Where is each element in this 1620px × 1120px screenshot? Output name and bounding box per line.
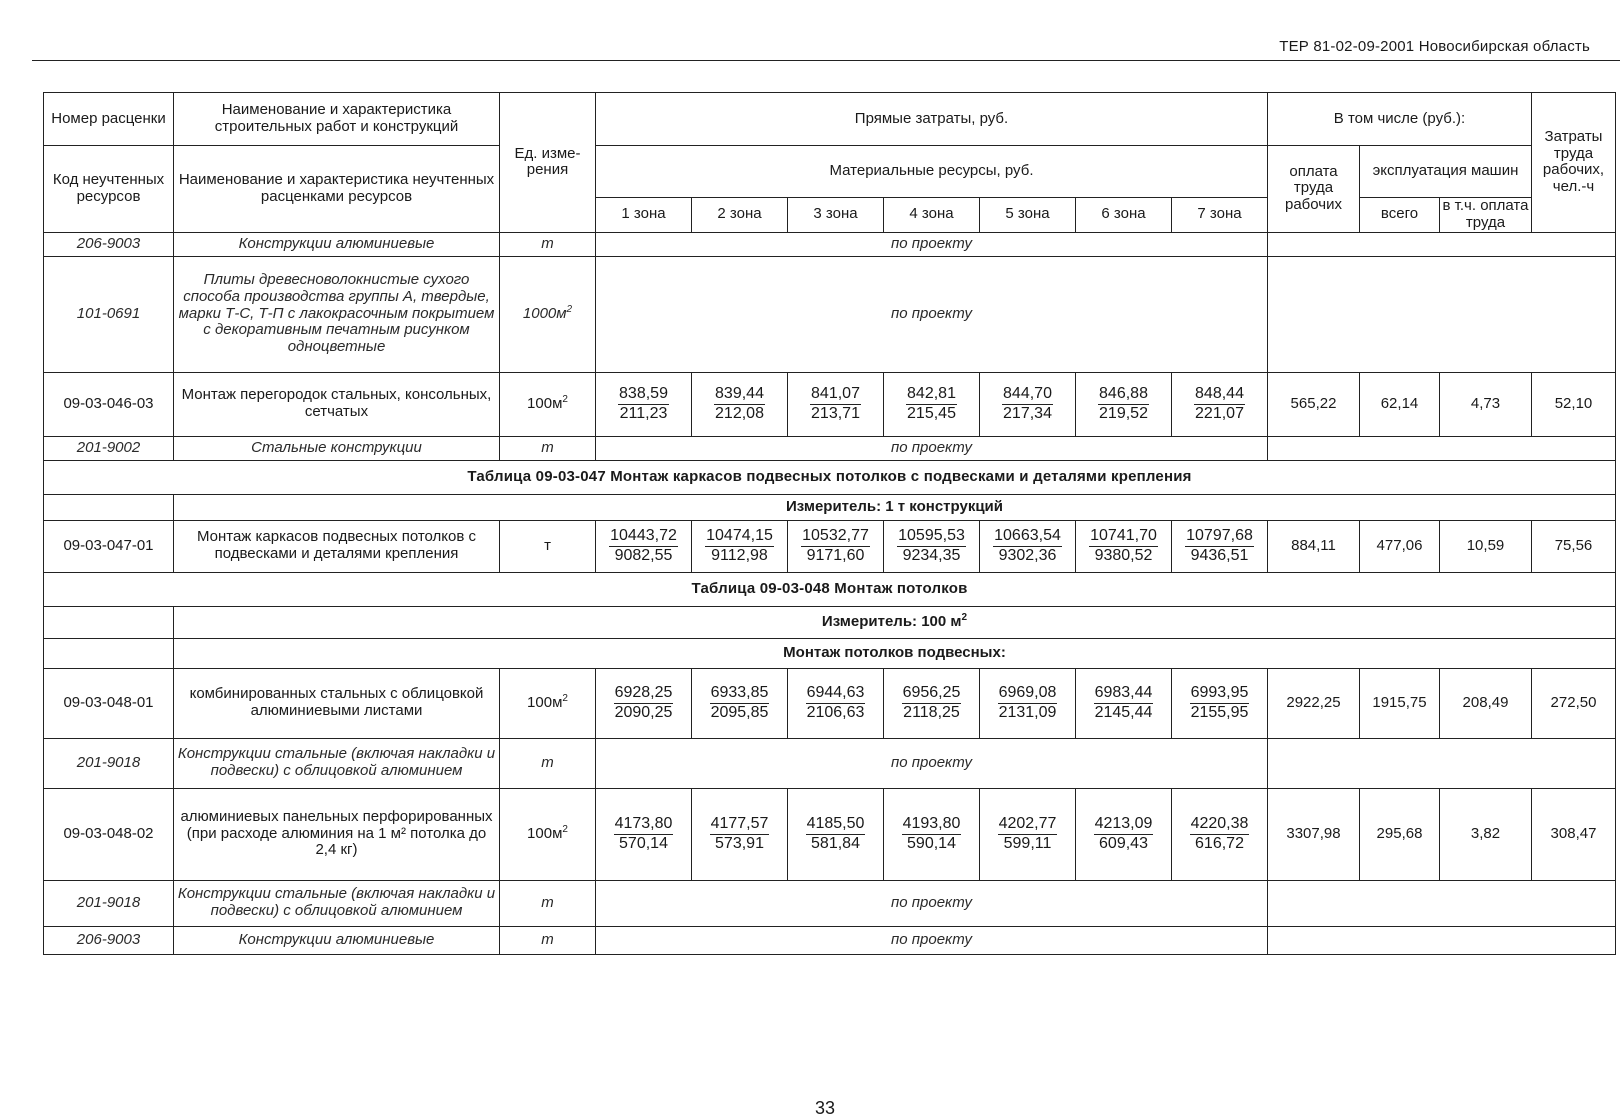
measure-text: Измеритель: 100 м bbox=[821, 612, 962, 630]
rate-unit-text: 100м bbox=[527, 394, 563, 412]
table-row bbox=[44, 572, 1616, 606]
resource-unit-text: т bbox=[541, 234, 554, 252]
resource-code: 101-0691 bbox=[44, 256, 174, 372]
head-unit: Ед. изме-рения bbox=[500, 93, 596, 233]
zone-material: 573,91 bbox=[715, 834, 764, 852]
zone-direct: 838,59 bbox=[618, 385, 669, 405]
zone-material: 2155,95 bbox=[1190, 703, 1249, 721]
head-zone-1: 1 зона bbox=[596, 198, 692, 233]
zone-material: 570,14 bbox=[619, 834, 668, 852]
machine-pay: 3,82 bbox=[1440, 788, 1532, 880]
zone-fraction bbox=[1002, 385, 1053, 424]
resource-unit bbox=[500, 256, 596, 372]
zone-direct: 6969,08 bbox=[998, 684, 1058, 704]
zone-direct: 6933,85 bbox=[710, 684, 770, 704]
rates-table bbox=[43, 92, 1616, 955]
zone-direct: 4220,38 bbox=[1190, 815, 1250, 835]
machine-pay: 4,73 bbox=[1440, 372, 1532, 436]
zone-cell bbox=[692, 372, 788, 436]
zone-cell bbox=[1172, 520, 1268, 572]
zone-direct: 842,81 bbox=[906, 385, 957, 405]
zone-direct: 4173,80 bbox=[614, 815, 674, 835]
measure-label bbox=[174, 606, 1616, 638]
zone-fraction bbox=[998, 815, 1058, 854]
empty-cell bbox=[44, 606, 174, 638]
zone-fraction bbox=[806, 815, 866, 854]
rate-name: Монтаж перегородок стальных, консольных, сетчатых bbox=[174, 372, 500, 436]
zone-cell bbox=[1172, 668, 1268, 738]
page-number: 33 bbox=[814, 1098, 836, 1118]
resource-unit bbox=[500, 232, 596, 256]
head-zone-6: 6 зона bbox=[1076, 198, 1172, 233]
zone-cell bbox=[596, 520, 692, 572]
labor-pay: 884,11 bbox=[1268, 520, 1360, 572]
zone-cell bbox=[692, 788, 788, 880]
labor-cost: 308,47 bbox=[1532, 788, 1616, 880]
zone-fraction bbox=[810, 385, 861, 424]
zone-fraction bbox=[710, 815, 770, 854]
zone-material: 581,84 bbox=[811, 834, 860, 852]
head-code: Код неучтенных ресурсов bbox=[44, 146, 174, 233]
empty-cell bbox=[1268, 880, 1616, 926]
resource-code: 201-9018 bbox=[44, 880, 174, 926]
zone-material: 616,72 bbox=[1195, 834, 1244, 852]
head-number: Номер расценки bbox=[44, 93, 174, 146]
zone-material: 2090,25 bbox=[614, 703, 673, 721]
empty-cell bbox=[44, 494, 174, 520]
resource-name: Конструкции алюминиевые bbox=[174, 232, 500, 256]
table-row bbox=[44, 880, 1616, 926]
rate-unit bbox=[500, 668, 596, 738]
zone-fraction bbox=[1094, 684, 1154, 723]
zone-direct: 6944,63 bbox=[806, 684, 866, 704]
zone-direct: 10443,72 bbox=[609, 527, 678, 547]
resource-unit-text: т bbox=[541, 930, 554, 948]
zone-fraction bbox=[998, 684, 1058, 723]
resource-value: по проекту bbox=[596, 232, 1268, 256]
zone-material: 590,14 bbox=[907, 834, 956, 852]
zone-material: 9302,36 bbox=[998, 546, 1057, 564]
machine-total: 1915,75 bbox=[1360, 668, 1440, 738]
rate-unit-text: 100м bbox=[527, 824, 563, 842]
zone-cell bbox=[788, 372, 884, 436]
zone-fraction bbox=[902, 684, 962, 723]
zone-cell bbox=[692, 668, 788, 738]
zone-fraction bbox=[1089, 527, 1158, 566]
zone-material: 9082,55 bbox=[614, 546, 673, 564]
resource-value: по проекту bbox=[596, 436, 1268, 460]
table-row bbox=[44, 520, 1616, 572]
zone-cell bbox=[884, 372, 980, 436]
machine-pay: 208,49 bbox=[1440, 668, 1532, 738]
rate-code: 09-03-048-02 bbox=[44, 788, 174, 880]
table-row bbox=[44, 738, 1616, 788]
resource-name: Плиты древесноволокнистые сухого способа производства группы А, твердые, марки Т-С, Т-П с лакокрасочным покрытием с декоративным печатным рисунком одноцветные bbox=[174, 256, 500, 372]
section-title: Таблица 09-03-047 Монтаж каркасов подвесных потолков с подвесками и деталями крепления bbox=[44, 460, 1616, 494]
head-total: всего bbox=[1360, 198, 1440, 233]
measure-text: Измеритель: 1 т конструкций bbox=[785, 497, 1003, 515]
rate-unit bbox=[500, 372, 596, 436]
labor-cost: 272,50 bbox=[1532, 668, 1616, 738]
zone-cell bbox=[1172, 372, 1268, 436]
rate-code: 09-03-046-03 bbox=[44, 372, 174, 436]
resource-code: 206-9003 bbox=[44, 232, 174, 256]
section-title: Таблица 09-03-048 Монтаж потолков bbox=[44, 572, 1616, 606]
table-row bbox=[44, 638, 1616, 668]
zone-fraction bbox=[1194, 385, 1245, 424]
resource-value: по проекту bbox=[596, 880, 1268, 926]
resource-code: 201-9018 bbox=[44, 738, 174, 788]
zone-fraction bbox=[806, 684, 866, 723]
zone-direct: 10797,68 bbox=[1185, 527, 1254, 547]
zone-fraction bbox=[897, 527, 966, 566]
zone-fraction bbox=[705, 527, 774, 566]
resource-unit bbox=[500, 436, 596, 460]
rate-unit-sup: 2 bbox=[562, 823, 568, 835]
zone-cell bbox=[596, 372, 692, 436]
head-res-name: Наименование и характеристика неучтенных расценками ресурсов bbox=[174, 146, 500, 233]
table-row bbox=[44, 788, 1616, 880]
zone-fraction bbox=[902, 815, 962, 854]
table-row bbox=[44, 668, 1616, 738]
zone-direct: 10532,77 bbox=[801, 527, 870, 547]
zone-direct: 844,70 bbox=[1002, 385, 1053, 405]
zone-cell bbox=[884, 668, 980, 738]
zone-material: 9112,98 bbox=[711, 546, 768, 564]
zone-fraction bbox=[801, 527, 870, 566]
zone-direct: 841,07 bbox=[810, 385, 861, 405]
resource-unit bbox=[500, 926, 596, 954]
table-row bbox=[44, 232, 1616, 256]
zone-material: 2145,44 bbox=[1094, 703, 1153, 721]
zone-fraction bbox=[618, 385, 669, 424]
zone-material: 9436,51 bbox=[1190, 546, 1249, 564]
zone-fraction bbox=[710, 684, 770, 723]
resource-name: Конструкции стальные (включая накладки и подвески) с облицовкой алюминием bbox=[174, 880, 500, 926]
measure-text: Монтаж потолков подвесных: bbox=[783, 643, 1006, 661]
header-rule bbox=[32, 60, 1620, 61]
resource-name: Конструкции стальные (включая накладки и подвески) с облицовкой алюминием bbox=[174, 738, 500, 788]
zone-direct: 10741,70 bbox=[1089, 527, 1158, 547]
zone-cell bbox=[980, 372, 1076, 436]
zone-direct: 10474,15 bbox=[705, 527, 774, 547]
zone-material: 9380,52 bbox=[1094, 546, 1153, 564]
rate-unit-sup: 2 bbox=[562, 692, 568, 704]
zone-material: 2095,85 bbox=[710, 703, 769, 721]
rate-unit bbox=[500, 788, 596, 880]
table-row bbox=[44, 494, 1616, 520]
zone-cell bbox=[980, 668, 1076, 738]
empty-cell bbox=[1268, 256, 1616, 372]
head-labor-cost: Затраты труда рабочих, чел.-ч bbox=[1532, 93, 1616, 233]
zone-cell bbox=[788, 520, 884, 572]
zone-direct: 848,44 bbox=[1194, 385, 1245, 405]
head-zone-4: 4 зона bbox=[884, 198, 980, 233]
page-header: ТЕР 81-02-09-2001 Новосибирская область bbox=[1279, 38, 1590, 55]
labor-pay: 565,22 bbox=[1268, 372, 1360, 436]
zone-material: 213,71 bbox=[811, 404, 860, 422]
resource-value: по проекту bbox=[596, 256, 1268, 372]
table-row bbox=[44, 460, 1616, 494]
zone-cell bbox=[692, 520, 788, 572]
zone-direct: 4177,57 bbox=[710, 815, 770, 835]
zone-cell bbox=[1076, 668, 1172, 738]
labor-pay: 2922,25 bbox=[1268, 668, 1360, 738]
zone-direct: 10663,54 bbox=[993, 527, 1062, 547]
resource-code: 206-9003 bbox=[44, 926, 174, 954]
measure-label bbox=[174, 638, 1616, 668]
measure-label bbox=[174, 494, 1616, 520]
zone-cell bbox=[1076, 788, 1172, 880]
zone-direct: 6956,25 bbox=[902, 684, 962, 704]
zone-material: 9171,60 bbox=[806, 546, 865, 564]
resource-unit-text: т bbox=[541, 438, 554, 456]
resource-value: по проекту bbox=[596, 926, 1268, 954]
zone-fraction bbox=[614, 815, 674, 854]
zone-material: 609,43 bbox=[1099, 834, 1148, 852]
zone-fraction bbox=[1190, 815, 1250, 854]
resource-unit bbox=[500, 738, 596, 788]
zone-material: 212,08 bbox=[715, 404, 764, 422]
machine-total: 477,06 bbox=[1360, 520, 1440, 572]
zone-fraction bbox=[1098, 385, 1149, 424]
head-labor-pay: оплата труда рабочих bbox=[1268, 146, 1360, 233]
zone-fraction bbox=[1185, 527, 1254, 566]
zone-material: 217,34 bbox=[1003, 404, 1052, 422]
table-row bbox=[44, 436, 1616, 460]
zone-cell bbox=[980, 520, 1076, 572]
head-machines: эксплуатация машин bbox=[1360, 146, 1532, 198]
zone-cell bbox=[1172, 788, 1268, 880]
table-row bbox=[44, 372, 1616, 436]
zone-direct: 4185,50 bbox=[806, 815, 866, 835]
zone-cell bbox=[884, 788, 980, 880]
zone-fraction bbox=[1094, 815, 1154, 854]
resource-unit-text: 1000м bbox=[522, 304, 567, 322]
empty-cell bbox=[1268, 926, 1616, 954]
labor-cost: 75,56 bbox=[1532, 520, 1616, 572]
labor-pay: 3307,98 bbox=[1268, 788, 1360, 880]
zone-cell bbox=[596, 788, 692, 880]
measure-sup: 2 bbox=[961, 611, 968, 623]
zone-direct: 6983,44 bbox=[1094, 684, 1154, 704]
rate-unit-sup: 2 bbox=[562, 393, 568, 405]
zone-material: 2118,25 bbox=[903, 703, 960, 721]
zone-direct: 846,88 bbox=[1098, 385, 1149, 405]
resource-unit bbox=[500, 880, 596, 926]
rate-name: алюминиевых панельных перфорированных (при расходе алюминия на 1 м² потолка до 2,4 кг) bbox=[174, 788, 500, 880]
zone-material: 2106,63 bbox=[806, 703, 865, 721]
resource-unit-text: т bbox=[541, 893, 554, 911]
machine-total: 62,14 bbox=[1360, 372, 1440, 436]
zone-direct: 4193,80 bbox=[902, 815, 962, 835]
zone-material: 221,07 bbox=[1195, 404, 1244, 422]
resource-unit-text: т bbox=[541, 753, 554, 771]
rate-name: Монтаж каркасов подвесных потолков с подвесками и деталями крепления bbox=[174, 520, 500, 572]
zone-cell bbox=[788, 788, 884, 880]
zone-direct: 10595,53 bbox=[897, 527, 966, 547]
zone-material: 9234,35 bbox=[902, 546, 961, 564]
empty-cell bbox=[1268, 232, 1616, 256]
zone-material: 219,52 bbox=[1099, 404, 1148, 422]
head-zone-5: 5 зона bbox=[980, 198, 1076, 233]
zone-cell bbox=[1076, 372, 1172, 436]
zone-material: 215,45 bbox=[907, 404, 956, 422]
zone-material: 599,11 bbox=[1003, 834, 1052, 852]
zone-direct: 4202,77 bbox=[998, 815, 1058, 835]
zone-fraction bbox=[1190, 684, 1250, 723]
rate-unit bbox=[500, 520, 596, 572]
zone-fraction bbox=[906, 385, 957, 424]
head-zone-7: 7 зона bbox=[1172, 198, 1268, 233]
head-materials: Материальные ресурсы, руб. bbox=[596, 146, 1268, 198]
head-incl: В том числе (руб.): bbox=[1268, 93, 1532, 146]
zone-material: 2131,09 bbox=[998, 703, 1057, 721]
resource-unit-sup: 2 bbox=[566, 303, 573, 315]
table-row bbox=[44, 256, 1616, 372]
zone-fraction bbox=[609, 527, 678, 566]
table-row bbox=[44, 606, 1616, 638]
zone-cell bbox=[1076, 520, 1172, 572]
zone-cell bbox=[884, 520, 980, 572]
rate-name: комбинированных стальных с облицовкой алюминиевыми листами bbox=[174, 668, 500, 738]
machine-total: 295,68 bbox=[1360, 788, 1440, 880]
zone-direct: 4213,09 bbox=[1094, 815, 1154, 835]
rate-unit-text: 100м bbox=[527, 693, 563, 711]
resource-code: 201-9002 bbox=[44, 436, 174, 460]
resource-name: Стальные конструкции bbox=[174, 436, 500, 460]
zone-direct: 839,44 bbox=[714, 385, 765, 405]
resource-value: по проекту bbox=[596, 738, 1268, 788]
rate-unit-text: т bbox=[544, 536, 551, 554]
head-direct: Прямые затраты, руб. bbox=[596, 93, 1268, 146]
zone-cell bbox=[596, 668, 692, 738]
resource-name: Конструкции алюминиевые bbox=[174, 926, 500, 954]
zone-direct: 6928,25 bbox=[614, 684, 674, 704]
zone-direct: 6993,95 bbox=[1190, 684, 1250, 704]
zone-fraction bbox=[714, 385, 765, 424]
head-zone-2: 2 зона bbox=[692, 198, 788, 233]
zone-cell bbox=[980, 788, 1076, 880]
machine-pay: 10,59 bbox=[1440, 520, 1532, 572]
zone-fraction bbox=[614, 684, 674, 723]
rate-code: 09-03-047-01 bbox=[44, 520, 174, 572]
head-zone-3: 3 зона bbox=[788, 198, 884, 233]
empty-cell bbox=[44, 638, 174, 668]
zone-cell bbox=[788, 668, 884, 738]
head-incl-pay: в т.ч. оплата труда bbox=[1440, 198, 1532, 233]
table-row bbox=[44, 926, 1616, 954]
rate-code: 09-03-048-01 bbox=[44, 668, 174, 738]
zone-material: 211,23 bbox=[619, 404, 668, 422]
head-name: Наименование и характеристика строительных работ и конструкций bbox=[174, 93, 500, 146]
empty-cell bbox=[1268, 738, 1616, 788]
labor-cost: 52,10 bbox=[1532, 372, 1616, 436]
zone-fraction bbox=[993, 527, 1062, 566]
empty-cell bbox=[1268, 436, 1616, 460]
